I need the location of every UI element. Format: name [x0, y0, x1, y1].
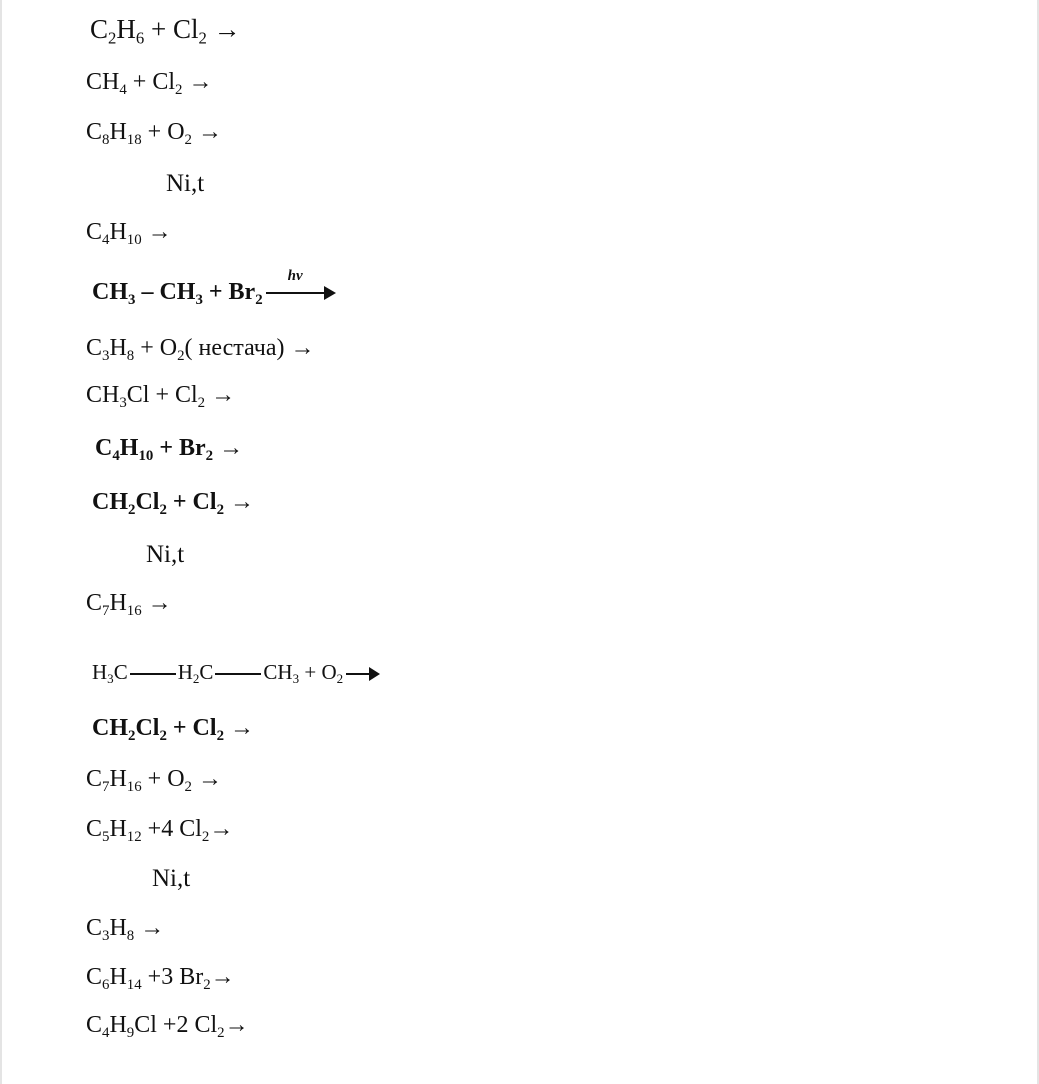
- equation-8: $C_4H_{10} + Br_2$ →: [95, 435, 244, 464]
- equation-13: $C_7H_{16} + O_2$ →: [86, 766, 222, 795]
- reaction-arrow: [346, 673, 378, 675]
- hv-arrow: [266, 268, 336, 303]
- equation-4: $C_4H_{10}$ →: [86, 219, 172, 248]
- reaction-condition: Ni,t: [152, 865, 191, 892]
- bond-line: [130, 673, 176, 675]
- equation-1: $C_2H_6 + Cl_2$ →: [90, 14, 241, 48]
- frame-edge-left: [0, 0, 2, 1084]
- equation-11: $H_3C$ $H_2C$ $CH_3 + O_2$: [92, 662, 378, 683]
- equation-10: $C_7H_{16}$ →: [86, 590, 172, 619]
- equation-14: $C_5H_{12} +4$ $Cl_2\to$: [86, 816, 234, 845]
- bond-line: [215, 673, 261, 675]
- equation-2: $CH_4 + Cl_2$ →: [86, 69, 213, 98]
- equation-16: $C_6H_{14} +3$ $Br_2\to$: [86, 964, 235, 993]
- equation-3: $C_8H_{18} + O_2$ →: [86, 119, 222, 148]
- reaction-condition: Ni,t: [146, 541, 185, 568]
- hv-label: hv: [287, 268, 303, 285]
- equation-9: $CH_2Cl_2 + Cl_2$ →: [92, 489, 254, 518]
- equation-15: $C_3H_8$ →: [86, 915, 165, 944]
- equation-12: $CH_2Cl_2 + Cl_2$ →: [92, 715, 254, 744]
- reaction-condition: Ni,t: [166, 170, 205, 197]
- equation-5: $CH_3 - CH_3 + Br_2$ hv: [92, 280, 336, 304]
- equation-7: $CH_3Cl + Cl_2$ →: [86, 382, 236, 411]
- equation-17: $C_4H_9Cl +2$ $Cl_2\to$: [86, 1012, 249, 1041]
- equation-6: $C_3H_8 + O_2$( нестача) →: [86, 335, 315, 364]
